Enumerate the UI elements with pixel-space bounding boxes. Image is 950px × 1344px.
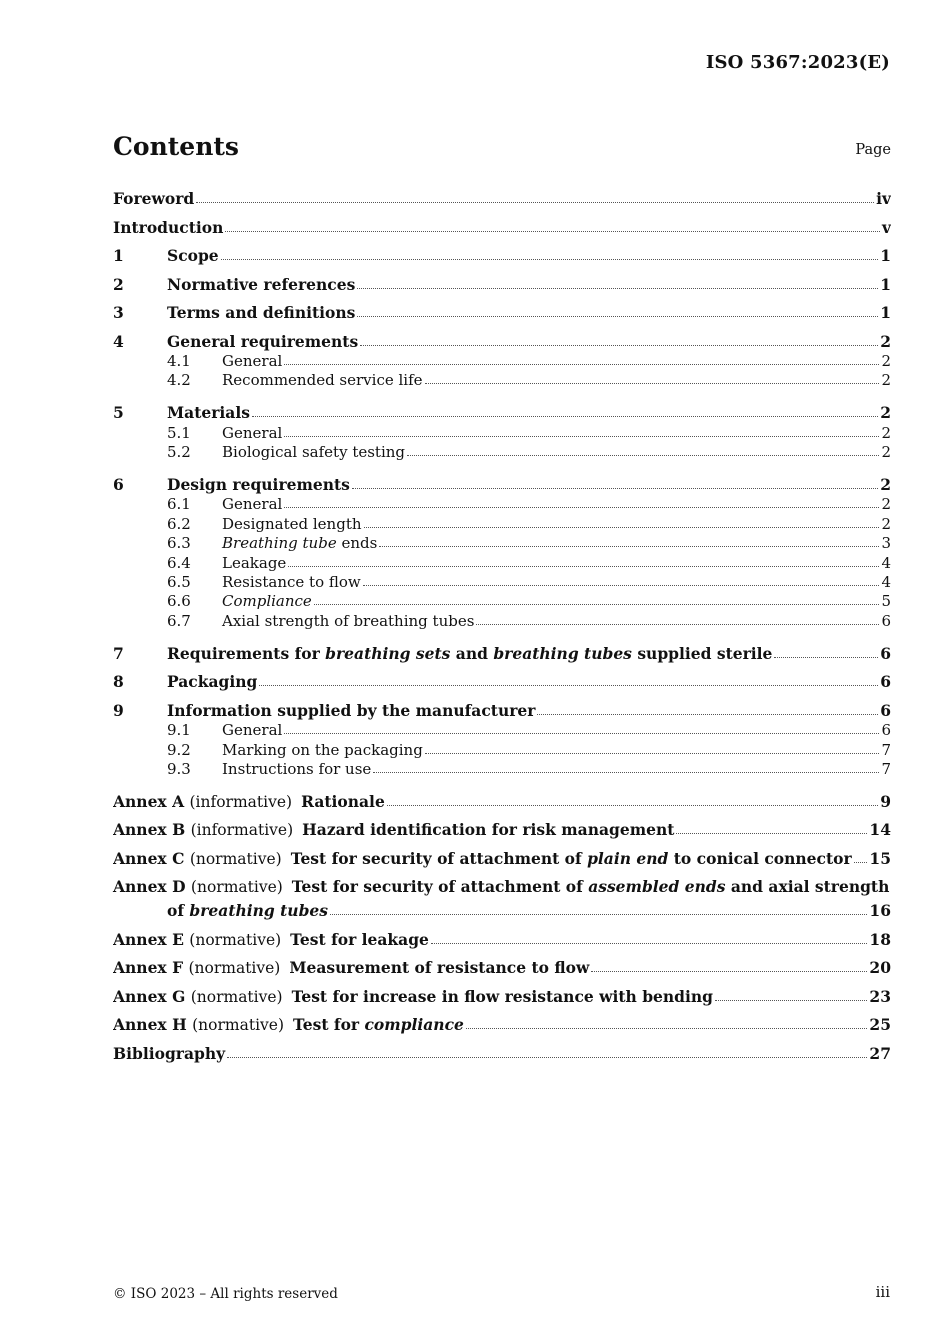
- toc-entry-page: 7: [881, 740, 891, 759]
- toc-entry-title: [167, 644, 772, 663]
- toc-entry-3[interactable]: [113, 298, 891, 322]
- dot-leader: [476, 624, 879, 625]
- toc-title-part: Test for security of attachment of: [290, 848, 588, 868]
- toc-entry-number: 6.3: [167, 534, 191, 553]
- toc-term-italic: breathing tubes: [189, 901, 328, 921]
- toc-title-part: ends: [336, 534, 378, 553]
- toc-entry-4[interactable]: [113, 327, 891, 351]
- toc-entry-6-1[interactable]: [113, 494, 891, 513]
- toc-entry-page: 1: [880, 303, 891, 322]
- toc-entry-page: 2: [880, 475, 891, 495]
- toc-entry-5-2[interactable]: [113, 442, 891, 461]
- toc-entry-annex-a[interactable]: [113, 787, 891, 811]
- toc-entry-5-1[interactable]: [113, 422, 891, 441]
- dot-leader: [379, 546, 879, 547]
- dot-leader: [537, 714, 878, 715]
- dot-leader: [407, 455, 879, 456]
- toc-entry-title: General: [222, 351, 283, 370]
- toc-entry-page: 3: [881, 534, 891, 553]
- annex-title: Measurement of resistance to flow: [289, 958, 590, 978]
- toc-entry-number: 9.3: [167, 759, 191, 778]
- toc-entry-page: 27: [869, 1043, 891, 1063]
- toc-entry-page: 23: [869, 986, 891, 1006]
- annex-d-first-line: [113, 872, 891, 896]
- toc-entry-annex-e[interactable]: [113, 925, 891, 949]
- toc-entry-number: 6.7: [167, 611, 191, 630]
- toc-term-italic: breathing tubes: [493, 643, 632, 663]
- toc-entry-6-7[interactable]: [113, 610, 891, 629]
- annex-label: Annex C: [113, 848, 185, 868]
- toc-title-part: supplied sterile: [631, 643, 773, 663]
- annex-label: Annex E: [113, 929, 184, 949]
- toc-entry-title: Terms and definitions: [167, 303, 356, 322]
- toc-entry-page: 5: [881, 592, 891, 611]
- toc-entry-8[interactable]: [113, 667, 891, 691]
- toc-entry-page: 4: [881, 553, 891, 572]
- toc-entry-title: Axial strength of breathing tubes: [222, 611, 475, 630]
- annex-kind: (normative): [190, 878, 283, 897]
- toc-entry-number: 6.1: [167, 495, 191, 514]
- toc-term-italic: breathing sets: [325, 643, 451, 663]
- annex-d-second-line: [113, 896, 891, 920]
- toc-entry-number: 4.2: [167, 371, 191, 390]
- annex-kind: (normative): [190, 987, 283, 1006]
- dot-leader: [373, 772, 879, 773]
- toc-term-italic: Compliance: [222, 592, 312, 611]
- toc-entry-title: Materials: [167, 403, 250, 423]
- dot-leader: [774, 657, 878, 658]
- toc-entry-page: 2: [881, 371, 891, 390]
- dot-leader: [225, 231, 880, 232]
- toc-entry-bibliography[interactable]: [113, 1039, 891, 1063]
- toc-entry-number: 6.2: [167, 514, 191, 533]
- toc-entry-title: Information supplied by the manufacturer: [167, 700, 536, 720]
- toc-entry-4-2[interactable]: [113, 370, 891, 389]
- dot-leader: [259, 685, 878, 686]
- toc-entry-title: [113, 792, 385, 811]
- toc-entry-title: Resistance to flow: [222, 573, 361, 592]
- toc-entry-number: 4: [113, 331, 124, 351]
- toc-entry-number: 9.2: [167, 740, 191, 759]
- toc-entry-5[interactable]: [113, 398, 891, 422]
- annex-title: Test for leakage: [290, 929, 429, 949]
- annex-kind: (normative): [192, 1016, 284, 1035]
- toc-entry-title: [113, 849, 852, 868]
- annex-label: Annex B: [113, 820, 186, 840]
- toc-title-part: of: [167, 901, 190, 921]
- toc-entry-7[interactable]: [113, 639, 891, 663]
- toc-entry-page: 7: [881, 759, 891, 778]
- toc-entry-title: Instructions for use: [222, 759, 372, 778]
- contents-heading-row: [113, 132, 891, 166]
- toc-entry-number: 6: [113, 475, 124, 495]
- dot-leader: [252, 416, 878, 417]
- annex-kind: (normative): [189, 849, 282, 868]
- toc-term-italic: assembled ends: [588, 877, 726, 897]
- toc-entry-title: [222, 592, 312, 610]
- toc-entry-9-3[interactable]: [113, 759, 891, 778]
- toc-entry-page: iv: [876, 189, 891, 208]
- annex-label: Annex H: [113, 1015, 187, 1035]
- toc-entry-page: 14: [869, 820, 891, 840]
- toc-entry-title: [113, 820, 674, 839]
- toc-entry-title: Foreword: [113, 189, 195, 208]
- dot-leader: [360, 345, 878, 346]
- toc-entry-title: Leakage: [222, 553, 287, 572]
- toc-entry-6-3[interactable]: [113, 533, 891, 552]
- annex-title: Rationale: [301, 791, 385, 811]
- toc-entry-title: Designated length: [222, 514, 362, 533]
- contents-title: Contents: [113, 132, 240, 161]
- toc-entry-number: 5.2: [167, 443, 191, 462]
- toc-entry-page: 9: [880, 791, 891, 811]
- dot-leader: [357, 288, 878, 289]
- toc-entry-6-5[interactable]: [113, 572, 891, 591]
- toc-entry-page: 1: [880, 246, 891, 265]
- toc-entry-6-2[interactable]: [113, 513, 891, 532]
- toc-entry-number: 8: [113, 672, 124, 692]
- toc-entry-title: Marking on the packaging: [222, 740, 423, 759]
- toc-term-italic: plain end: [587, 848, 669, 868]
- dot-leader: [284, 507, 879, 508]
- annex-title: [291, 849, 852, 868]
- toc-title-part: Requirements for: [167, 643, 326, 663]
- toc-entry-page: 2: [881, 514, 891, 533]
- toc-entry-title: General: [222, 423, 283, 442]
- toc-entry-annex-d[interactable]: [113, 872, 891, 920]
- toc-entry-page: 2: [880, 331, 891, 351]
- dot-leader: [196, 202, 874, 203]
- toc-term-italic: compliance: [364, 1015, 464, 1035]
- toc-entry-2[interactable]: [113, 270, 891, 294]
- copyright-notice: © ISO 2023 – All rights reserved: [113, 1286, 338, 1302]
- dot-leader: [676, 833, 867, 834]
- dot-leader: [431, 943, 868, 944]
- toc-entry-9-1[interactable]: [113, 720, 891, 739]
- toc-entry-number: 5: [113, 403, 124, 423]
- toc-entry-number: 7: [113, 643, 124, 663]
- dot-leader: [466, 1028, 868, 1029]
- toc-entry-9-2[interactable]: [113, 739, 891, 758]
- document-id: ISO 5367:2023(E): [705, 52, 890, 73]
- toc-entry-page: 1: [880, 274, 891, 294]
- toc-entry-number: 6.4: [167, 553, 191, 572]
- dot-leader: [591, 971, 867, 972]
- toc-entry-page: 6: [881, 721, 891, 740]
- toc-entry-title: General requirements: [167, 331, 359, 351]
- page-number: iii: [875, 1283, 890, 1301]
- toc-entry-6-6[interactable]: [113, 591, 891, 610]
- toc-entry-title: Packaging: [167, 672, 258, 692]
- toc-entry-title: [113, 930, 429, 949]
- toc-entry-number: 1: [113, 246, 124, 265]
- toc-entry-title: [113, 987, 713, 1006]
- toc-entry-foreword[interactable]: [113, 184, 891, 208]
- toc-entry-4-1[interactable]: [113, 351, 891, 370]
- annex-title: [293, 1015, 464, 1034]
- toc-entry-6-4[interactable]: [113, 552, 891, 571]
- toc-entry-title: [113, 958, 589, 977]
- toc-entry-page: 15: [869, 848, 891, 868]
- toc-entry-title: Scope: [167, 246, 219, 265]
- toc-title-part: and: [450, 643, 494, 663]
- toc-title-part: to conical connector: [668, 848, 852, 868]
- toc-entry-number: 3: [113, 303, 124, 322]
- toc-entry-number: 6.6: [167, 592, 191, 611]
- dot-leader: [314, 604, 880, 605]
- toc-entry-title: Normative references: [167, 274, 356, 294]
- toc-entry-title: Recommended service life: [222, 371, 423, 390]
- toc-entry-title: General: [222, 495, 283, 514]
- dot-leader: [227, 1057, 867, 1058]
- toc-entry-title: Design requirements: [167, 475, 350, 495]
- toc-entry-page: 16: [869, 901, 891, 921]
- toc-term-italic: Breathing tube: [222, 534, 337, 553]
- toc-entry-1[interactable]: [113, 241, 891, 265]
- annex-title: Test for increase in flow resistance with bending: [291, 986, 714, 1006]
- toc-entry-annex-g[interactable]: [113, 982, 891, 1006]
- dot-leader: [364, 527, 880, 528]
- toc-entry-annex-h[interactable]: [113, 1010, 891, 1034]
- toc-entry-page: 6: [881, 611, 891, 630]
- toc-entry-title: Introduction: [113, 217, 224, 237]
- dot-leader: [284, 733, 879, 734]
- dot-leader: [854, 862, 868, 863]
- toc-entry-page: 2: [881, 351, 891, 370]
- toc-entry-annex-b[interactable]: [113, 815, 891, 839]
- annex-label: Annex F: [113, 958, 184, 978]
- dot-leader: [284, 364, 879, 365]
- annex-kind: (normative): [188, 959, 281, 978]
- toc-title-part: Test for security of attachment of: [291, 877, 589, 897]
- toc-entry-page: 4: [881, 573, 891, 592]
- toc-entry-page: 2: [881, 495, 891, 514]
- toc-entry-page: 20: [869, 958, 891, 978]
- toc-entry-page: 2: [881, 423, 891, 442]
- toc-entry-number: 6.5: [167, 573, 191, 592]
- toc-entry-number: 9.1: [167, 721, 191, 740]
- dot-leader: [387, 805, 878, 806]
- dot-leader: [288, 566, 879, 567]
- dot-leader: [357, 316, 878, 317]
- toc-entry-number: 2: [113, 274, 124, 294]
- toc-entry-title: Bibliography: [113, 1043, 226, 1063]
- annex-label: Annex G: [113, 986, 186, 1006]
- toc-entry-page: 2: [881, 443, 891, 462]
- dot-leader: [352, 488, 878, 489]
- toc-entry-number: 4.1: [167, 351, 191, 370]
- toc-entry-number: 9: [113, 700, 124, 720]
- toc-entry-6[interactable]: [113, 470, 891, 494]
- dot-leader: [715, 1000, 867, 1001]
- toc-entry-page: 6: [880, 672, 891, 692]
- toc-title-part: and axial strength: [725, 877, 890, 897]
- annex-kind: (informative): [189, 792, 293, 811]
- toc-entry-title: [222, 534, 377, 552]
- annex-label: Annex D: [113, 877, 186, 897]
- annex-title: [292, 877, 890, 896]
- toc-entry-page: 2: [880, 403, 891, 423]
- dot-leader: [425, 383, 880, 384]
- toc-entry-page: v: [881, 217, 891, 237]
- annex-title: Hazard identification for risk management: [302, 820, 675, 840]
- toc-title-part: Test for: [293, 1015, 365, 1035]
- toc-entry-page: 6: [880, 643, 891, 663]
- annex-label: Annex A: [113, 791, 185, 811]
- dot-leader: [284, 436, 879, 437]
- annex-kind: (informative): [190, 821, 294, 840]
- toc-entry-title: General: [222, 721, 283, 740]
- toc-entry-title: Biological safety testing: [222, 443, 406, 462]
- dot-leader: [330, 914, 867, 915]
- toc-entry-page: 25: [869, 1015, 891, 1035]
- toc-entry-number: 5.1: [167, 423, 191, 442]
- page-column-label: Page: [855, 142, 891, 158]
- toc-entry-title: [113, 1015, 464, 1034]
- table-of-contents: [113, 184, 891, 1063]
- toc-entry-introduction[interactable]: [113, 213, 891, 237]
- dot-leader: [425, 753, 880, 754]
- toc-entry-annex-c[interactable]: [113, 844, 891, 868]
- toc-entry-page: 18: [869, 929, 891, 949]
- toc-entry-page: 6: [880, 700, 891, 720]
- annex-kind: (normative): [189, 930, 282, 949]
- dot-leader: [363, 585, 880, 586]
- dot-leader: [221, 259, 879, 260]
- toc-entry-9[interactable]: [113, 696, 891, 720]
- toc-entry-annex-f[interactable]: [113, 953, 891, 977]
